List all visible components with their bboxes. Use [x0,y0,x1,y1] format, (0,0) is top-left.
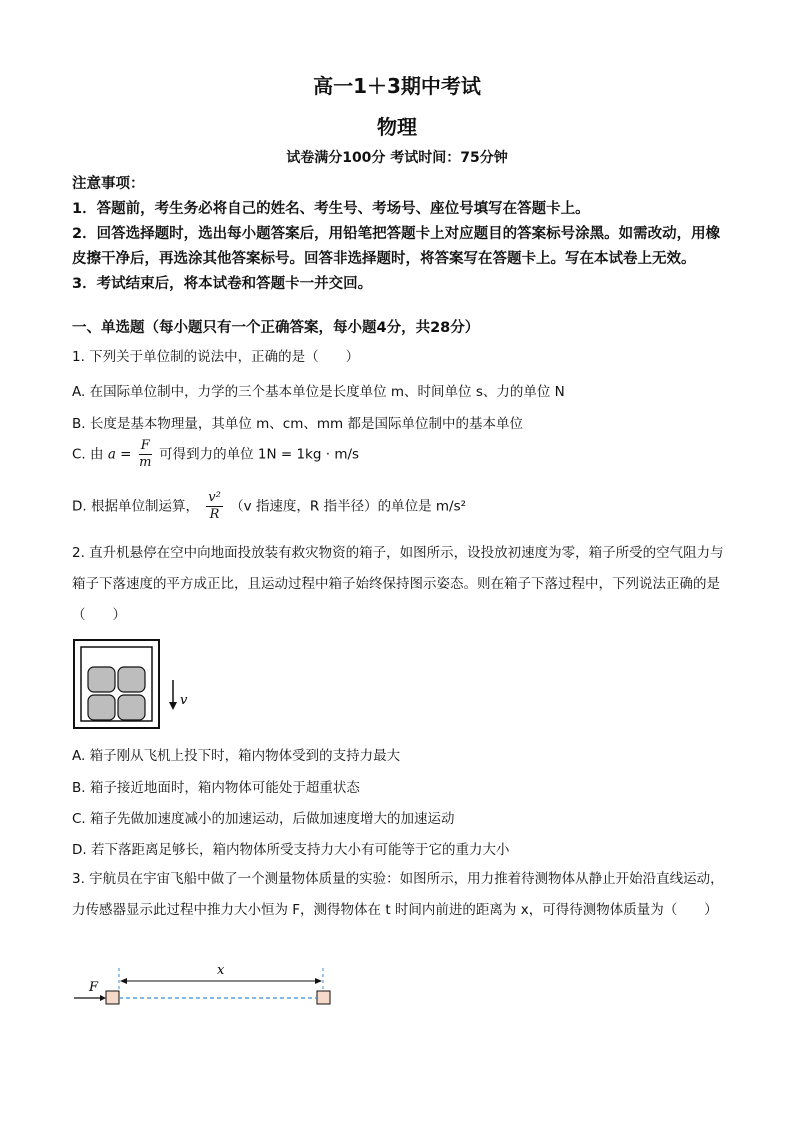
notes-heading: 注意事项： [72,176,145,192]
q1-option-d [72,490,726,523]
q1-d-prefix: D. 根据单位制运算， [72,498,199,515]
notes-block [72,172,726,297]
q1-c-prefix: C. 由 [72,446,104,463]
q2-stem: 2. 直升机悬停在空中向地面投放装有救灾物资的箱子，如图所示，设投放初速度为零，箱子所受的空气阻力与箱子下落速度的平方成正比，且运动过程中箱子始终保持图示姿态。则在箱子下落过程中，下列说法正确的是（ ） [72,545,724,623]
velocity-arrow-head [169,702,177,710]
q1-d-fraction [206,490,223,523]
distance-label: x [217,963,225,978]
distance-arrow-left-head [120,978,127,984]
q2-option-c: C. 箱子先做加速度减小的加速运动，后做加速度增大的加速运动 [72,811,455,827]
q1-option-c [72,438,726,471]
q1-d-numerator: v² [208,490,221,505]
force-label: F [89,980,99,995]
velocity-label: v [180,693,188,708]
exam-info: 试卷满分100分 考试时间：75分钟 [286,150,508,166]
q1-c-denominator: m [139,455,152,470]
q1-c-fraction [139,438,152,471]
note-item-1: 1．答题前，考生务必将自己的姓名、考生号、考场号、座位号填写在答题卡上。 [72,201,590,217]
q2-option-a: A. 箱子刚从飞机上投下时，箱内物体受到的支持力最大 [72,748,401,764]
q1-c-numerator: F [140,438,150,453]
q1-d-suffix: （v 指速度，R 指半径）的单位是 m/s² [230,498,467,515]
q3-figure [72,958,342,1008]
q3-stem: 3. 宇航员在宇宙飞船中做了一个测量物体质量的实验：如图所示，用力推着待测物体从静止开始沿直线运动，力传感器显示此过程中推力大小恒为 F，测得物体在 t 时间内前进的距离为 x，可得待测物体质量为（ ） [72,871,724,918]
cargo-block-1 [88,667,115,692]
block-start [106,991,119,1004]
q1-option-a: A. 在国际单位制中，力学的三个基本单位是长度单位 m、时间单位 s、力的单位 N [72,384,565,400]
q1-stem: 1. 下列关于单位制的说法中，正确的是（ ） [72,349,360,365]
q1-d-denominator: R [209,507,220,522]
box-outer-frame [74,640,159,728]
q2-option-b: B. 箱子接近地面时，箱内物体可能处于超重状态 [72,780,360,796]
q1-option-b: B. 长度是基本物理量，其单位 m、cm、mm 都是国际单位制中的基本单位 [72,416,523,432]
force-arrow-head [100,995,106,1001]
cargo-block-4 [118,695,145,720]
q2-option-d: D. 若下落距离足够长，箱内物体所受支持力大小有可能等于它的重力大小 [72,842,510,858]
cargo-block-2 [118,667,145,692]
cargo-block-3 [88,695,115,720]
note-item-3: 3．考试结束后，将本试卷和答题卡一并交回。 [72,276,373,292]
section-heading: 一、单选题（每小题只有一个正确答案，每小题4分，共28分） [72,320,480,336]
block-end [317,991,330,1004]
distance-arrow-right-head [315,978,322,984]
q2-figure-box [72,638,202,732]
subject-title: 物理 [377,115,417,139]
note-item-2: 2．回答选择题时，选出每小题答案后，用铅笔把答题卡上对应题目的答案标号涂黑。如需改动，用橡皮擦干净后，再选涂其他答案标号。回答非选择题时，将答案写在答题卡上。写在本试卷上无效。 [72,226,721,267]
q1-c-equation: a = [107,446,132,463]
q1-c-suffix: 可得到力的单位 1N = 1kg · m/s [159,446,360,463]
exam-title: 高一1＋3期中考试 [313,74,481,98]
